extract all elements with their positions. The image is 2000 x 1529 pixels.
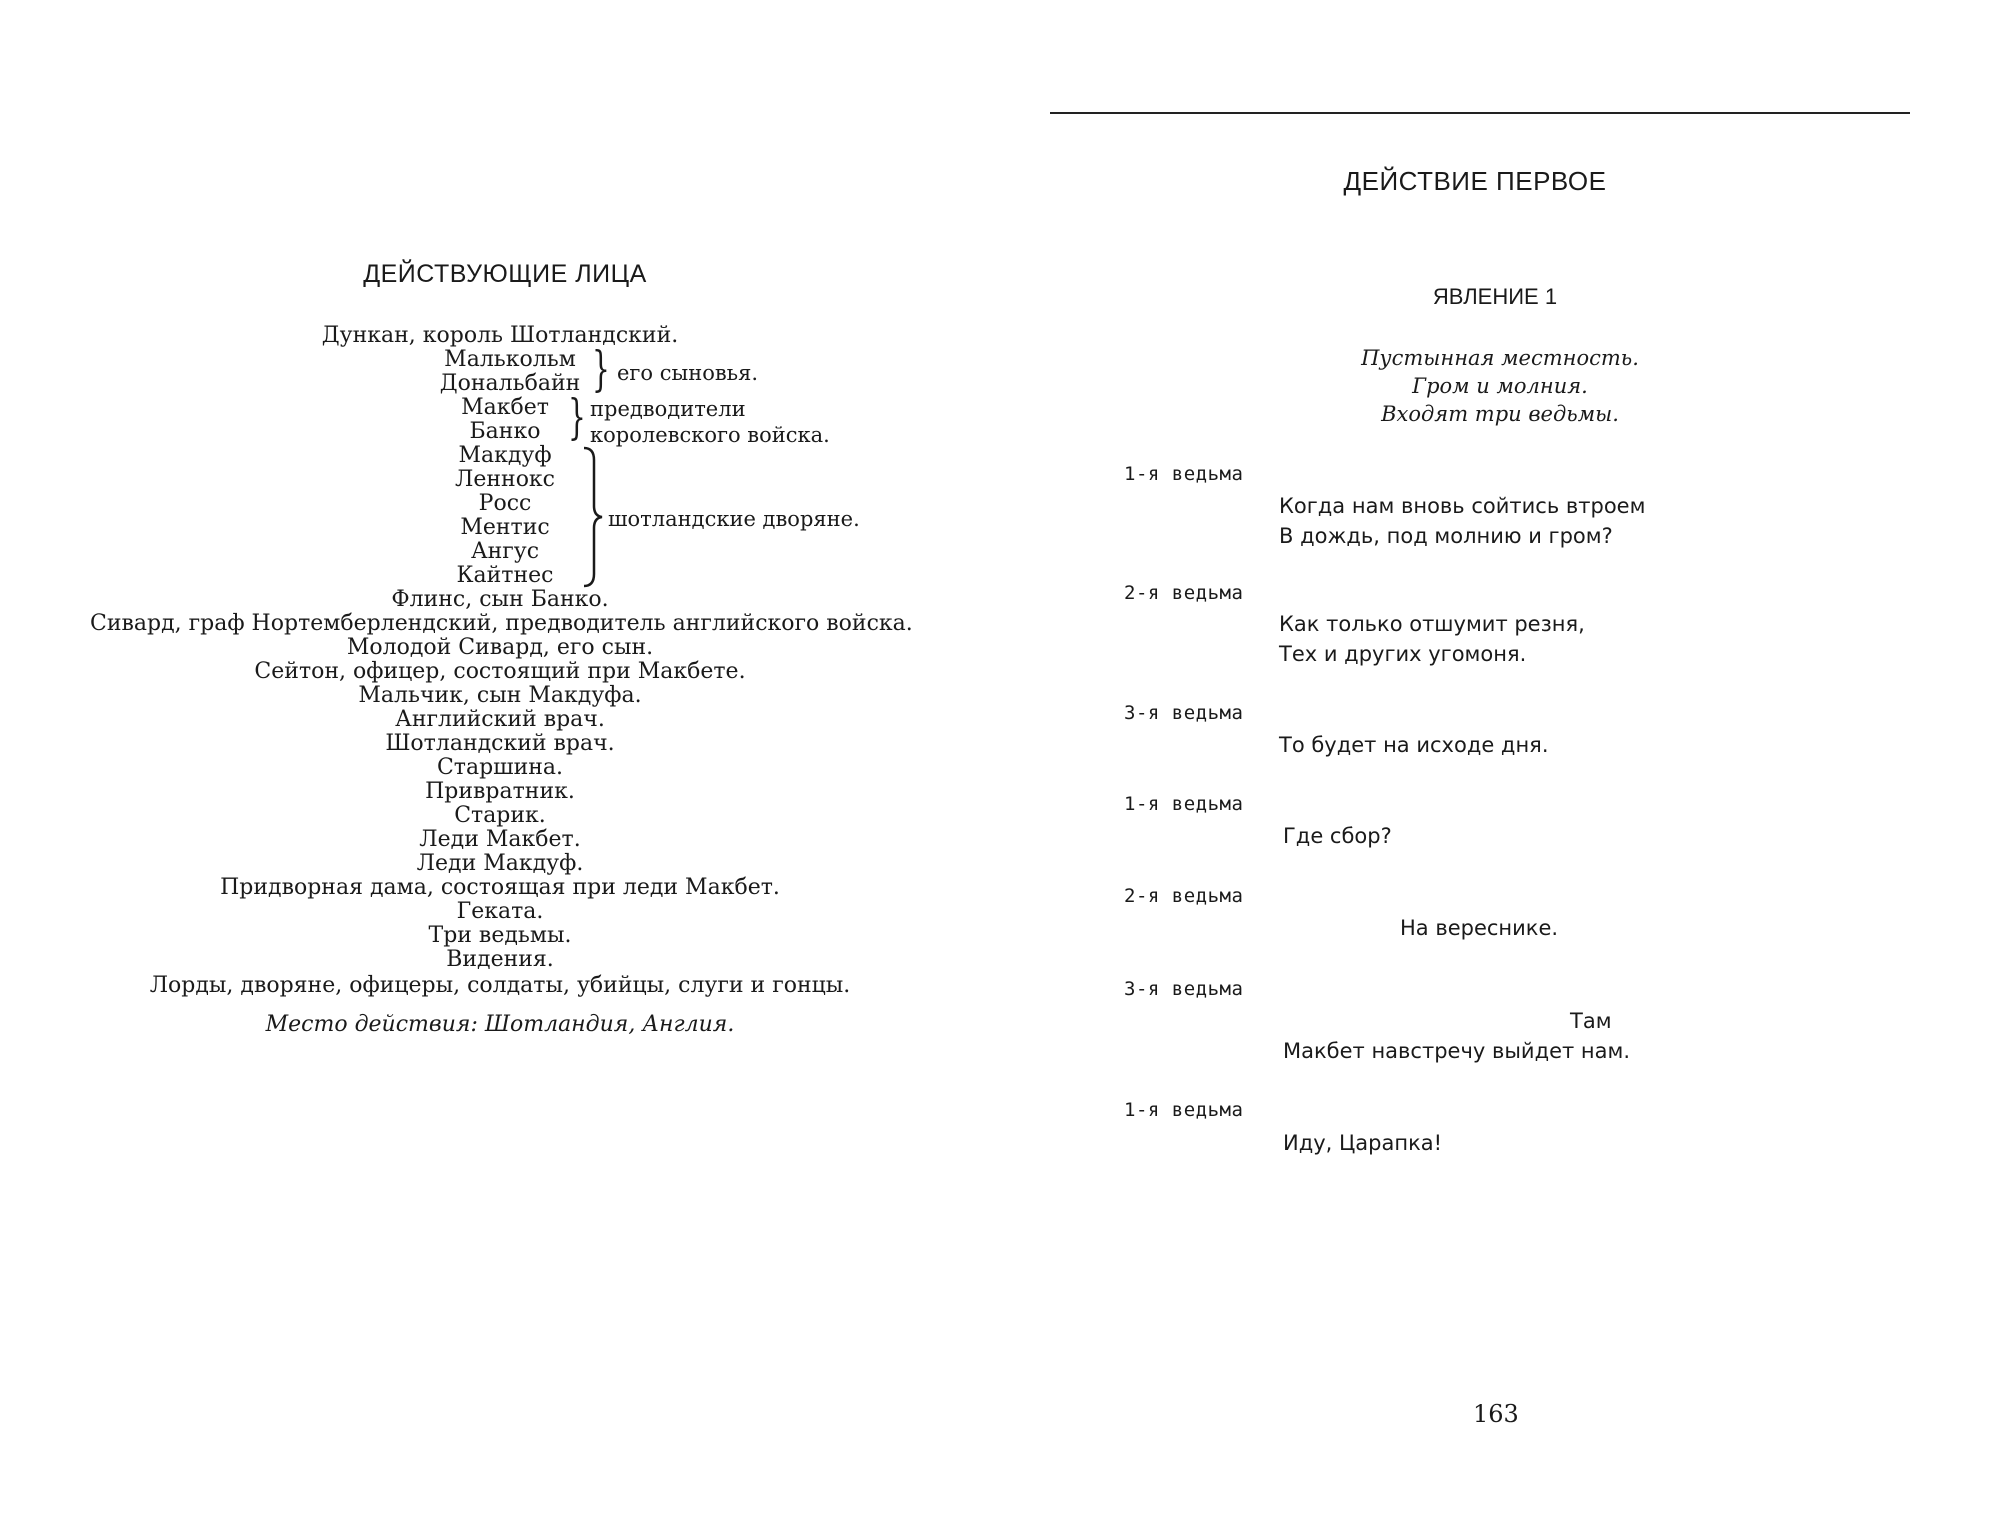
cast-name-macbeth: Макбет: [461, 395, 549, 420]
scene-title: ЯВЛЕНИЕ 1: [1432, 284, 1558, 309]
cast-line: Лорды, дворяне, офицеры, солдаты, убийцы, слуги и гонцы.: [149, 973, 851, 998]
verse-line: То будет на исходе дня.: [1279, 733, 1549, 757]
cast-line: Мальчик, сын Макдуфа.: [358, 683, 642, 708]
verse-line: Иду, Царапка!: [1283, 1131, 1443, 1155]
cast-name-malcolm: Малькольм: [444, 347, 576, 372]
cast-name-macduff: Макдуф: [458, 443, 552, 468]
verse-line: Тех и других угомоня.: [1279, 642, 1527, 666]
act-title: ДЕЙСТВИЕ ПЕРВОЕ: [1343, 166, 1607, 196]
speaker-label: 2-я ведьма: [1124, 885, 1244, 907]
cast-line: Придворная дама, состоящая при леди Макбет.: [220, 875, 780, 900]
verse-line: Там: [1570, 1009, 1612, 1033]
cast-line: Леди Макдуф.: [416, 851, 584, 876]
verse-line: Когда нам вновь сойтись втроем: [1279, 494, 1646, 518]
cast-list-title: ДЕЙСТВУЮЩИЕ ЛИЦА: [363, 260, 647, 288]
stage-direction: Входят три ведьмы.: [1381, 402, 1619, 426]
brace-nobles: [580, 446, 604, 588]
cast-line: Флинс, сын Банко.: [391, 587, 609, 612]
speaker-label: 1-я ведьма: [1124, 463, 1244, 485]
cast-line: Видения.: [446, 947, 554, 972]
verse-line: В дождь, под молнию и гром?: [1279, 524, 1613, 548]
speaker-label: 3-я ведьма: [1124, 978, 1244, 1000]
speaker-label: 1-я ведьма: [1124, 793, 1244, 815]
verse-line: Как только отшумит резня,: [1279, 612, 1585, 636]
verse-line: Макбет навстречу выйдет нам.: [1283, 1039, 1631, 1063]
speaker-label: 3-я ведьма: [1124, 702, 1244, 724]
verse-line: На вереснике.: [1400, 916, 1559, 940]
cast-commanders-description-2: королевского войска.: [590, 423, 830, 447]
page-number: 163: [1473, 1400, 1519, 1428]
cast-duncan: Дункан, король Шотландский.: [321, 323, 679, 348]
cast-line: Старик.: [454, 803, 546, 828]
cast-name-lennox: Леннокс: [454, 467, 556, 492]
cast-line: Леди Макбет.: [419, 827, 581, 852]
cast-name-donalbain: Дональбайн: [439, 371, 581, 396]
cast-line: Английский врач.: [395, 707, 605, 732]
stage-direction: Гром и молния.: [1412, 374, 1588, 398]
speaker-label: 2-я ведьма: [1124, 582, 1244, 604]
cast-name-ross: Росс: [478, 491, 532, 516]
stage-direction: Пустынная местность.: [1361, 346, 1639, 370]
cast-name-menteith: Ментис: [460, 515, 550, 540]
verse-line: Где сбор?: [1283, 824, 1392, 848]
speaker-label: 1-я ведьма: [1124, 1099, 1244, 1121]
cast-line: Геката.: [456, 899, 544, 924]
cast-name-angus: Ангус: [470, 539, 540, 564]
cast-line: Молодой Сивард, его сын.: [346, 635, 654, 660]
cast-name-banquo: Банко: [469, 419, 541, 444]
brace-commanders: }: [568, 390, 586, 446]
cast-line: Сивард, граф Нортемберлендский, предводитель английского войска.: [90, 611, 913, 636]
cast-name-caithness: Кайтнес: [456, 563, 554, 588]
cast-line: Три ведьмы.: [428, 923, 572, 948]
cast-commanders-description-1: предводители: [590, 397, 746, 421]
cast-sons-description: его сыновья.: [617, 361, 759, 385]
cast-nobles-description: шотландские дворяне.: [608, 507, 860, 531]
cast-line: Шотландский врач.: [385, 731, 615, 756]
place-of-action: Место действия: Шотландия, Англия.: [265, 1012, 735, 1037]
brace-sons: }: [592, 342, 610, 398]
cast-line: Старшина.: [436, 755, 564, 780]
cast-line: Привратник.: [425, 779, 575, 804]
top-rule: [1050, 112, 1910, 114]
cast-line: Сейтон, офицер, состоящий при Макбете.: [254, 659, 746, 684]
